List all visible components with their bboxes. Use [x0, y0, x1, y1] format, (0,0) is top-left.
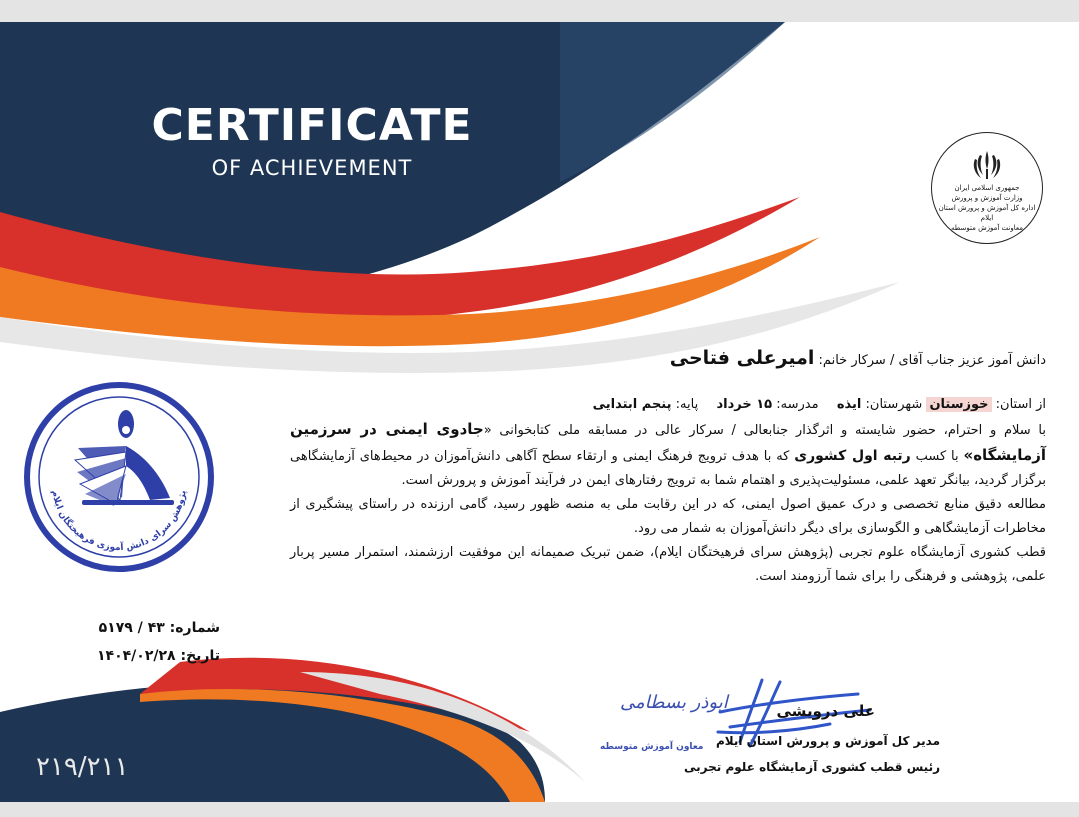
- number-value: ۴۳ / ۵۱۷۹: [98, 620, 165, 636]
- signer-2-name: ابوذر بسطامی: [620, 692, 728, 713]
- signer-1-title: مدیر کل آموزش و پرورش استان ایلام: [715, 734, 940, 748]
- emblem-line-2: وزارت آموزش و پرورش: [951, 194, 1023, 202]
- number-label: شماره:: [169, 620, 220, 636]
- certificate-sheet: [0, 22, 1079, 802]
- signature-scribble-icon: [600, 672, 940, 772]
- navy-wave-highlight: [560, 22, 785, 182]
- reference-date: [60, 642, 220, 670]
- recipient-name: امیرعلی فتاحی: [669, 347, 815, 369]
- recipient-line: [290, 346, 1046, 373]
- book-title: جادوی ایمنی در سرزمین آزمایشگاه»: [290, 420, 1046, 464]
- iran-emblem-icon: [972, 149, 1002, 181]
- paragraph-2: مطالعه دقیق منابع تخصصی و درک عمیق اصول ایمنی، که در این رقابت ملی به منصه ظهور رسید، گامی ارزنده در راستای پیشگیری از مخاطرات آزمایشگاهی و الگوسازی برای دیگر دانش‌آموزان به شمار می رود.: [290, 497, 1046, 536]
- emblem-line-4: معاونت آموزش متوسطه: [951, 224, 1023, 232]
- signer-1-name: علی درویشی: [776, 702, 875, 720]
- paragraph-1-intro: با سلام و احترام، حضور شایسته و اثرگذار جنابعالی / سرکار عالی در مسابقه ملی کتابخوانی «: [483, 423, 1046, 438]
- province-label: از استان:: [995, 397, 1046, 412]
- signer-1-title-2: رئیس قطب کشوری آزمایشگاه علوم تجربی: [684, 760, 940, 774]
- ministry-emblem: [931, 132, 1043, 244]
- rank: رتبه اول کشوری: [794, 448, 911, 464]
- date-value: ۱۴۰۴/۰۲/۲۸: [97, 648, 176, 664]
- city-label: شهرستان:: [865, 397, 923, 412]
- province-value: خوزستان: [926, 397, 991, 412]
- city-value: ایذه: [836, 397, 862, 412]
- details-line: [290, 393, 1046, 417]
- date-label: تاریخ:: [180, 648, 220, 664]
- emblem-line-1: جمهوری اسلامی ایران: [954, 184, 1020, 192]
- reference-number: [60, 614, 220, 642]
- book-seal-icon: [30, 388, 208, 566]
- paragraph-1-mid: با کسب: [910, 449, 964, 464]
- certificate-body: [290, 346, 1046, 589]
- grade-value: پنجم ابتدایی: [592, 397, 672, 412]
- salutation: دانش آموز عزیز جناب آقای / سرکار خانم:: [818, 353, 1046, 368]
- school-label: مدرسه:: [776, 397, 819, 412]
- paragraph-1-end: که با هدف ترویج فرهنگ ایمنی و ارتقاء سطح آگاهی دانش‌آموزان در محیط‌های آزمایشگاهی برگزار گردید، بیانگر تعهد علمی، مسئولیت‌پذیری و اهتمام شما به ترویج رفتارهای ایمن در فرآیند آموزش و پرورش است.: [290, 449, 1046, 488]
- seal-text-top: پژوهش سرای دانش آموزی فرهیختگان ایلام: [49, 489, 189, 554]
- watermark-number: ۲۱۹/۲۱۱: [36, 752, 129, 782]
- emblem-line-3: اداره کل آموزش و پرورش استان ایلام: [938, 204, 1036, 222]
- certificate-title: CERTIFICATE: [151, 100, 473, 151]
- signer-2-title: معاون آموزش متوسطه: [600, 742, 704, 752]
- research-center-seal: [24, 382, 214, 572]
- reference-block: [60, 614, 220, 670]
- grade-label: پایه:: [675, 397, 699, 412]
- signature-block: [600, 672, 940, 782]
- school-value: ۱۵ خرداد: [716, 397, 773, 412]
- paragraph-1: [290, 417, 1046, 493]
- paragraph-3: قطب کشوری آزمایشگاه علوم تجربی (پژوهش سرای فرهیختگان ایلام)، ضمن تبریک صمیمانه این موفقیت ارزشمند، استمرار مسیر پربار علمی، پژوهشی و فرهنگی را برای شما آرزومند است.: [290, 545, 1046, 584]
- certificate-subtitle: OF ACHIEVEMENT: [211, 156, 413, 180]
